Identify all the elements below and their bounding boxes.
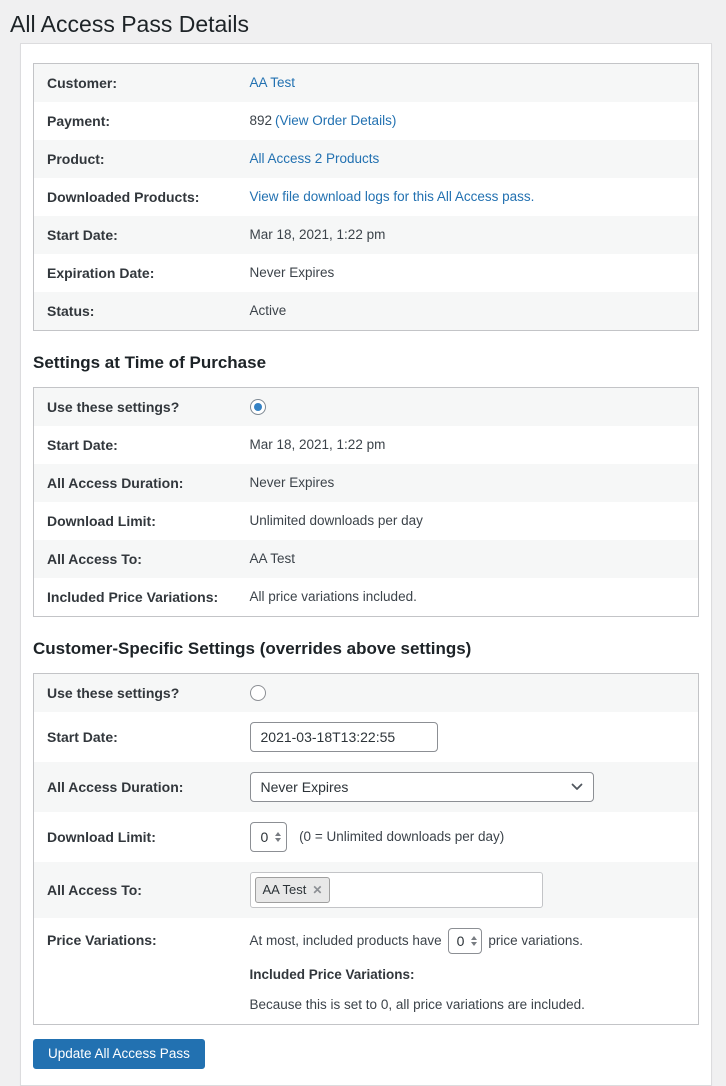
product-link[interactable]: All Access 2 Products — [249, 151, 380, 166]
duration-selected-value: Never Expires — [260, 779, 349, 795]
row-label: Start Date: — [47, 227, 118, 243]
status-value: Active — [249, 303, 287, 318]
row-label: All Access Duration: — [47, 475, 184, 491]
purchase-settings-table — [33, 387, 699, 617]
pass-details-table — [33, 63, 699, 331]
use-customer-settings-radio[interactable] — [250, 685, 266, 701]
download-limit-input[interactable] — [250, 822, 288, 852]
all-access-to-input[interactable] — [250, 872, 543, 908]
row-label: Price Variations: — [47, 932, 157, 948]
row-label: Customer: — [47, 75, 118, 91]
table-row — [34, 140, 699, 178]
row-label: Download Limit: — [47, 829, 156, 845]
number-stepper-icon[interactable] — [275, 832, 281, 842]
included-variations-subheading: Included Price Variations: — [249, 967, 415, 982]
variations-text-after: price variations. — [488, 933, 583, 948]
update-all-access-pass-button[interactable]: Update All Access Pass — [33, 1039, 205, 1069]
customer-settings-heading: Customer-Specific Settings (overrides above settings) — [33, 639, 472, 658]
view-order-details-link[interactable]: (View Order Details) — [275, 113, 397, 128]
table-row — [34, 292, 699, 331]
table-row — [34, 762, 699, 812]
row-label: Included Price Variations: — [47, 589, 219, 605]
customer-link[interactable]: AA Test — [249, 75, 296, 90]
included-variations-note: Because this is set to 0, all price variations are included. — [249, 997, 585, 1012]
row-label: Payment: — [47, 113, 111, 129]
table-row — [34, 674, 699, 713]
access-to-tag — [255, 877, 331, 903]
table-row — [34, 712, 699, 762]
price-variations-input[interactable] — [448, 928, 483, 954]
purchase-settings-heading: Settings at Time of Purchase — [33, 353, 267, 372]
row-label: Download Limit: — [47, 513, 156, 529]
row-label: Product: — [47, 151, 105, 167]
table-row — [34, 102, 699, 140]
row-label: Use these settings? — [47, 399, 180, 415]
use-purchase-settings-radio[interactable] — [250, 399, 266, 415]
payment-id: 892 — [249, 113, 273, 128]
row-label: All Access Duration: — [47, 779, 184, 795]
purchase-variations-value: All price variations included. — [249, 589, 417, 604]
table-row — [34, 64, 699, 103]
chevron-down-icon — [571, 783, 583, 791]
start-date-input[interactable] — [250, 722, 438, 752]
table-row — [34, 812, 699, 862]
table-row — [34, 388, 699, 427]
purchase-access-to-value: AA Test — [249, 551, 296, 566]
purchase-duration-value: Never Expires — [249, 475, 335, 490]
start-date-value: Mar 18, 2021, 1:22 pm — [249, 227, 386, 242]
row-label: All Access To: — [47, 551, 142, 567]
tag-label: AA Test — [262, 882, 307, 897]
table-row — [34, 540, 699, 578]
number-stepper-icon[interactable] — [471, 936, 477, 946]
variations-text-before: At most, included products have — [249, 933, 442, 948]
details-card — [20, 43, 712, 1086]
table-row — [34, 862, 699, 918]
table-row — [34, 216, 699, 254]
price-variations-value: 0 — [456, 933, 465, 949]
duration-select[interactable] — [250, 772, 594, 802]
row-label: Use these settings? — [47, 685, 180, 701]
row-label: Start Date: — [47, 437, 118, 453]
table-row — [34, 918, 699, 1025]
table-row — [34, 426, 699, 464]
customer-settings-table — [33, 673, 699, 1025]
download-limit-hint: (0 = Unlimited downloads per day) — [299, 828, 505, 844]
table-row — [34, 254, 699, 292]
row-label: Downloaded Products: — [47, 189, 200, 205]
row-label: Start Date: — [47, 729, 118, 745]
remove-tag-icon[interactable]: ✕ — [312, 883, 323, 897]
row-label: All Access To: — [47, 882, 142, 898]
purchase-start-date-value: Mar 18, 2021, 1:22 pm — [249, 437, 386, 452]
row-label: Status: — [47, 303, 95, 319]
radio-dot-icon — [254, 403, 262, 411]
purchase-limit-value: Unlimited downloads per day — [249, 513, 423, 528]
page-title: All Access Pass Details — [10, 11, 250, 37]
table-row — [34, 464, 699, 502]
expiration-date-value: Never Expires — [249, 265, 335, 280]
download-limit-value: 0 — [260, 829, 269, 845]
download-logs-link[interactable]: View file download logs for this All Access pass. — [249, 189, 535, 204]
row-label: Expiration Date: — [47, 265, 155, 281]
table-row — [34, 578, 699, 617]
table-row — [34, 502, 699, 540]
table-row — [34, 178, 699, 216]
